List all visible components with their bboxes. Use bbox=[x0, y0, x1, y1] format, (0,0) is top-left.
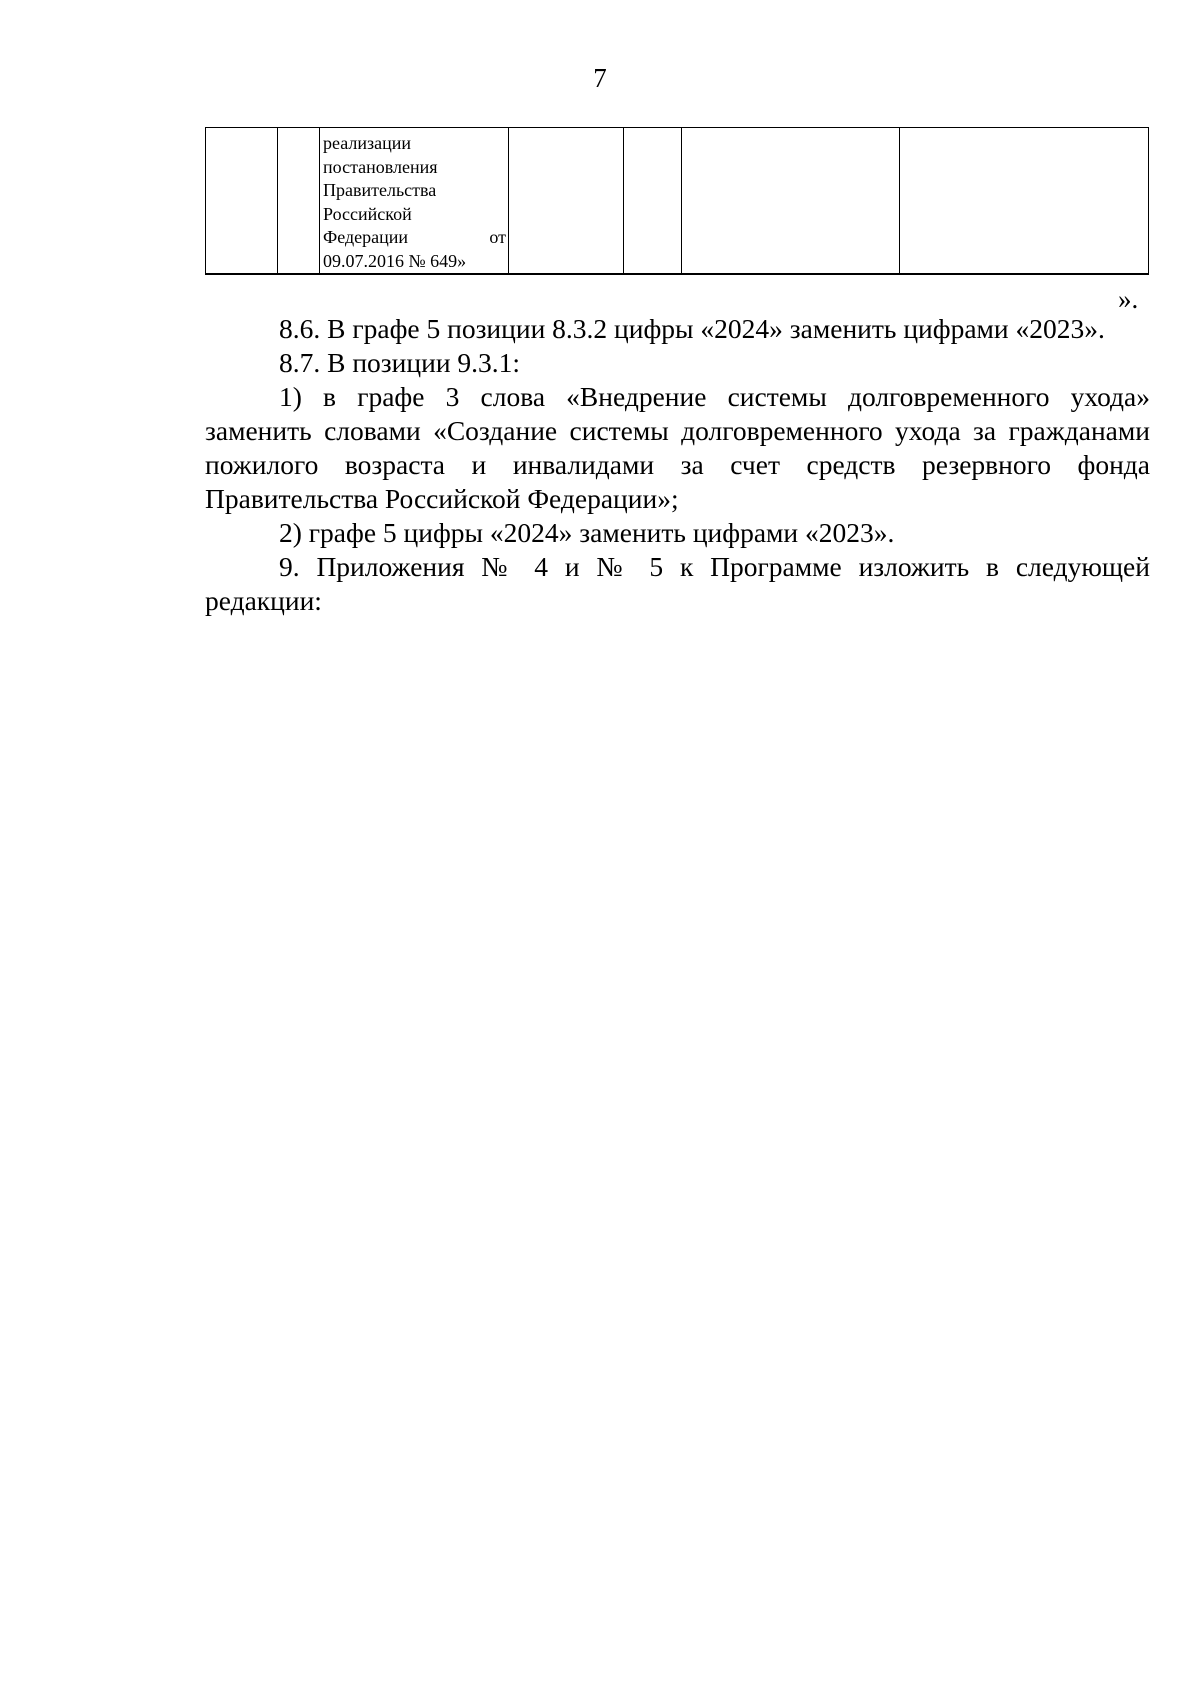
paragraph-8-6 bbox=[205, 312, 1150, 346]
paragraph-line: 8.7. В позиции 9.3.1: bbox=[279, 347, 521, 378]
paragraph-item-1 bbox=[205, 380, 1150, 516]
table-cell-5 bbox=[624, 128, 682, 275]
paragraph-line: Правительства Российской Федерации»; bbox=[205, 483, 679, 514]
paragraph-line: 8.6. В графе 5 позиции 8.3.2 цифры «2024» заменить цифрами «2023». bbox=[279, 313, 1105, 344]
table-cell-7 bbox=[900, 128, 1149, 275]
closing-quote: ». bbox=[1118, 284, 1139, 314]
paragraph-9 bbox=[205, 550, 1150, 618]
cell-line: Правительства bbox=[323, 180, 437, 200]
paragraph-line: редакции: bbox=[205, 585, 322, 616]
cell-line: постановления bbox=[323, 156, 438, 177]
cell-line: реализации bbox=[323, 133, 411, 153]
page-number: 7 bbox=[593, 63, 607, 93]
cell-line: 09.07.2016 № 649» bbox=[323, 250, 467, 271]
paragraph-line: пожилого возраста и инвалидами за счет средств резервного фонда bbox=[205, 449, 1150, 480]
paragraph-line: 1) в графе 3 слова «Внедрение системы долговременного ухода» bbox=[279, 381, 1150, 412]
table-cell-4 bbox=[509, 128, 624, 275]
cell-line: Российской bbox=[323, 203, 412, 224]
paragraph-item-2 bbox=[205, 516, 1150, 550]
table-cell-2 bbox=[278, 128, 320, 275]
table-cell-6 bbox=[682, 128, 900, 275]
table-cell-3 bbox=[320, 128, 509, 275]
paragraph-line: 9. Приложения № 4 и № 5 к Программе изложить в следующей bbox=[279, 551, 1150, 582]
paragraph-line: 2) графе 5 цифры «2024» заменить цифрами «2023». bbox=[279, 517, 895, 548]
cell-line: от bbox=[489, 227, 506, 247]
paragraph-8-7 bbox=[205, 346, 1150, 380]
paragraph-line: заменить словами «Создание системы долговременного ухода за гражданами bbox=[205, 415, 1150, 446]
table-cell-1 bbox=[206, 128, 278, 275]
table-fragment bbox=[205, 127, 1149, 275]
cell-line: Федерации bbox=[323, 227, 409, 247]
